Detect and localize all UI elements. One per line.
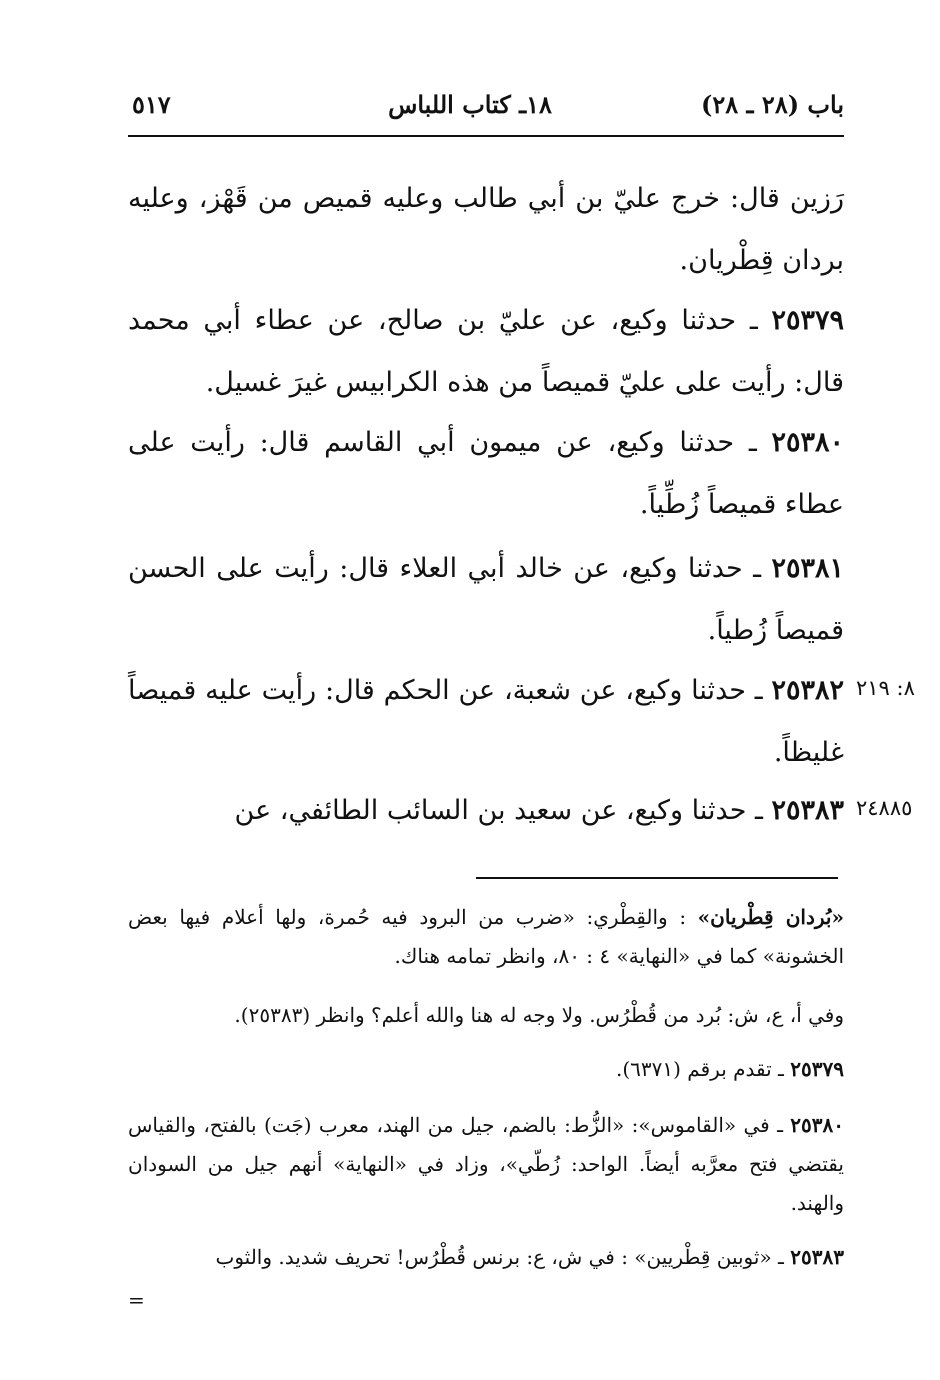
footnote-lead: ٢٥٣٧٩ bbox=[790, 1057, 844, 1081]
entry-number: ٢٥٣٧٩ bbox=[771, 305, 844, 336]
entry-text: رَزين قال: خرج عليّ بن أبي طالب وعليه قميص من قَهْز، وعليه بردان قِطْريان. bbox=[128, 183, 844, 276]
footnotes bbox=[128, 0, 844, 1380]
entry-text: ـ حدثنا وكيع، عن سعيد بن السائب الطائفي، عن bbox=[234, 795, 763, 826]
footnote bbox=[128, 1238, 844, 1277]
footnote bbox=[128, 1050, 844, 1089]
footnote-lead: ٢٥٣٨٣ bbox=[790, 1245, 844, 1269]
margin-reference: ٨: ٢١٩ bbox=[856, 676, 915, 700]
chapter-heading: باب (٢٨ ـ ٢٨) bbox=[701, 90, 844, 119]
entry-text: ـ حدثنا وكيع، عن ميمون أبي القاسم قال: رأيت على عطاء قميصاً زُطِّياً. bbox=[128, 427, 844, 520]
entry-number: ٢٥٣٨١ bbox=[771, 553, 844, 584]
footnote-lead: «بُردان قِطْريان» bbox=[697, 905, 844, 929]
entry-number: ٢٥٣٨٣ bbox=[771, 795, 844, 826]
book-title: ١٨ـ كتاب اللباس bbox=[388, 90, 552, 119]
footnote-text: ـ تقدم برقم (٦٣٧١). bbox=[616, 1057, 784, 1081]
footnote-text: ـ في «القاموس»: «الزُّط: بالضم، جيل من الهند، معرب (جَت) بالفتح، والقياس يقتضي فتح معرَّبه أيضاً. الواحد: زُطّي»، وزاد في «النهاية» أنهم جيل من السودان والهند. bbox=[128, 1113, 844, 1215]
footnote bbox=[128, 996, 844, 1035]
entry-text: ـ حدثنا وكيع، عن خالد أبي العلاء قال: رأيت على الحسن قميصاً زُطياً. bbox=[128, 553, 844, 646]
entry-text: ـ حدثنا وكيع، عن شعبة، عن الحكم قال: رأيت عليه قميصاً غليظاً. bbox=[128, 675, 844, 768]
entry-number: ٢٥٣٨٠ bbox=[771, 427, 844, 458]
footnote-text: : والقِطْري: «ضرب من البرود فيه حُمرة، ولها أعلام فيها بعض الخشونة» كما في «النهاية» ٤ : ٨٠، وانظر تمامه هناك. bbox=[128, 905, 844, 968]
margin-reference: ٢٤٨٨٥ bbox=[856, 796, 913, 820]
footnote-lead: ٢٥٣٨٠ bbox=[790, 1113, 845, 1137]
continuation-mark: = bbox=[128, 1288, 145, 1312]
footnote bbox=[128, 1106, 844, 1223]
footnote bbox=[128, 898, 844, 976]
entry-text: ـ حدثنا وكيع، عن عليّ بن صالح، عن عطاء أبي محمد قال: رأيت على عليّ قميصاً من هذه الكرابيس غيرَ غسيل. bbox=[128, 305, 844, 398]
entry-number: ٢٥٣٨٢ bbox=[771, 675, 844, 706]
footnote-text: ـ «ثوبين قِطْريين» : في ش، ع: برنس قُطْرُس! تحريف شديد. والثوب bbox=[215, 1245, 784, 1269]
page-number: ٥١٧ bbox=[132, 90, 171, 119]
footnote-text: وفي أ، ع، ش: بُرد من قُطْرُس. ولا وجه له هنا والله أعلم؟ وانظر (٢٥٣٨٣). bbox=[234, 1003, 844, 1027]
